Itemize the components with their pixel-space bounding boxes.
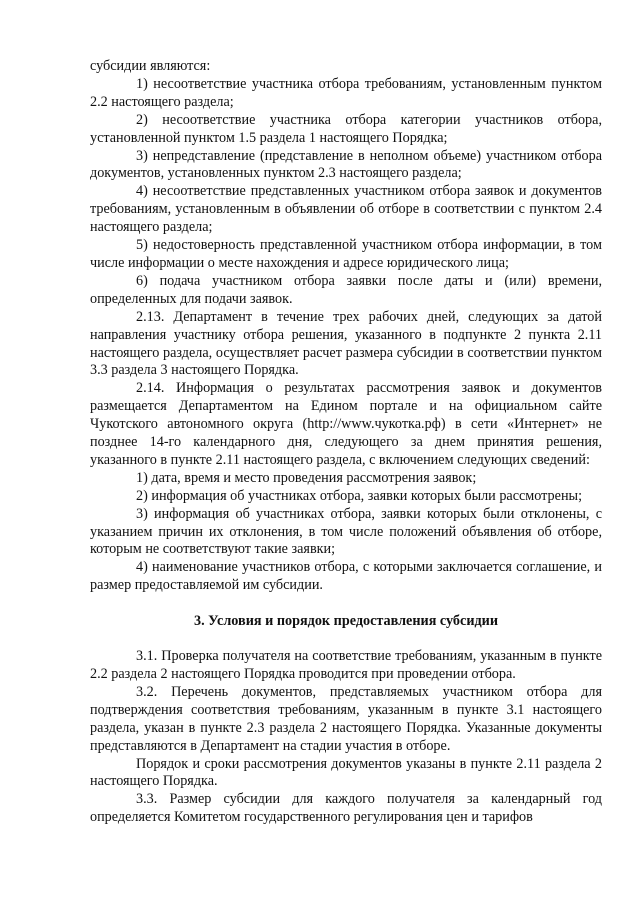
list-item-info-1: 1) дата, время и место проведения рассмотрения заявок; [136, 469, 477, 486]
list-item-info-3: 3) информация об участниках отбора, заявки которых были отклонены, с указанием причин их отклонения, в том числе положений объявления об отборе, которым не соответствуют такие заявки; [90, 505, 602, 558]
clause-2-13: 2.13. Департамент в течение трех рабочих дней, следующих за датой направления участнику отбора решения, указанного в подпункте 2 пункта 2.11 настоящего раздела, осуществляет расчет размера субсидии в соответствии пунктом 3.3 раздела 3 настоящего Порядка. [90, 308, 602, 379]
list-item-info-2: 2) информация об участниках отбора, заявки которых были рассмотрены; [136, 487, 583, 504]
paragraph-continuation: субсидии являются: [90, 58, 211, 74]
clause-3-2: 3.2. Перечень документов, представляемых участником отбора для подтверждения соответствия требованиям, указанным в пункте 3.1 настоящего раздела, указан в пункте 2.3 раздела 2 настоящего Порядка. Указанные документы представляются в Департамент на стадии участия в отборе. [90, 683, 602, 754]
list-item-info-4: 4) наименование участников отбора, с которыми заключается соглашение, и размер предоставляемой им субсидии. [90, 559, 602, 594]
list-item-rejection-3: 3) непредставление (представление в неполном объеме) участником отбора документов, установленных пунктом 2.3 настоящего раздела; [90, 147, 602, 182]
list-item-rejection-6: 6) подача участником отбора заявки после даты и (или) времени, определенных для подачи заявок. [90, 272, 602, 307]
clause-3-1: 3.1. Проверка получателя на соответствие требованиям, указанным в пункте 2.2 раздела 2 настоящего Порядка проводится при проведении отбора. [90, 648, 602, 682]
list-item-rejection-1: 1) несоответствие участника отбора требованиям, установленным пунктом 2.2 настоящего раздела; [90, 75, 602, 110]
clause-2-14: 2.14. Информация о результатах рассмотрения заявок и документов размещается Департаментом на Едином портале и на официальном сайте Чукотского автономного округа (http://www.чукотка.рф) в сети «Интернет» не позднее 14-го календарного дня, следующего за днем принятия решения, указанного в пункте 2.11 настоящего раздела, с включением следующих сведений: [90, 380, 602, 468]
list-item-rejection-4: 4) несоответствие представленных участником отбора заявок и документов требованиям, установленным в объявлении об отборе в соответствии с пунктом 2.4 настоящего раздела; [90, 183, 602, 236]
list-item-rejection-5: 5) недостоверность представленной участником отбора информации, в том числе информации о месте нахождения и адресе юридического лица; [90, 237, 602, 271]
list-item-rejection-2: 2) несоответствие участника отбора категории участников отбора, установленной пунктом 1.5 раздела 1 настоящего Порядка; [90, 111, 602, 146]
clause-3-2-procedure: Порядок и сроки рассмотрения документов указаны в пункте 2.11 раздела 2 настоящего Порядка. [90, 755, 602, 790]
document-page [90, 58, 602, 827]
clause-3-3: 3.3. Размер субсидии для каждого получателя за календарный год определяется Комитетом государственного регулирования цен и тарифов [90, 791, 602, 826]
section-heading: 3. Условия и порядок предоставления субсидии [193, 613, 499, 630]
